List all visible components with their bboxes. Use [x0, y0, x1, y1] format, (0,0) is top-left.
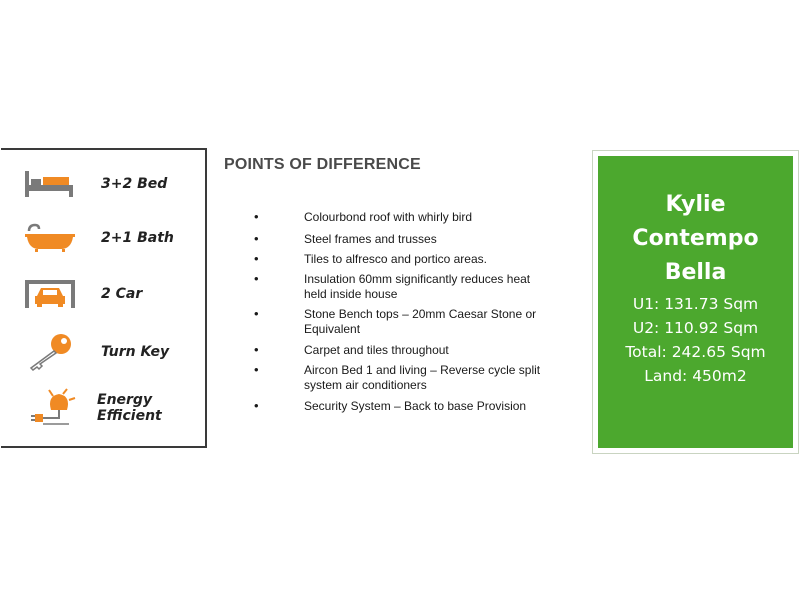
bullet: • [254, 271, 259, 286]
feature-label-line1: Energy [97, 392, 153, 408]
bullet: • [254, 362, 259, 377]
list-item [254, 232, 437, 247]
car-icon [23, 274, 77, 314]
bathtub-icon [23, 218, 77, 258]
feature-energy [1, 388, 162, 428]
feature-label: Turn Key [101, 344, 170, 360]
bullet: • [254, 209, 259, 224]
point-text: Carpet and tiles throughout [304, 343, 449, 357]
feature-label: 2+1 Bath [101, 230, 174, 246]
feature-bath [1, 218, 174, 258]
feature-bed [1, 164, 167, 204]
list-item [254, 272, 554, 302]
bullet: • [254, 398, 259, 413]
feature-label [97, 392, 162, 424]
bed-icon [23, 164, 77, 204]
summary-inner [598, 156, 793, 448]
stat-total: Total: 242.65 Sqm [625, 343, 766, 361]
list-item [254, 210, 472, 225]
bullet: • [254, 231, 259, 246]
point-text: Stone Bench tops – 20mm Caesar Stone or Equivalent [304, 307, 537, 336]
stat-u2: U2: 110.92 Sqm [632, 319, 759, 337]
design-name-line3: Bella [664, 260, 727, 285]
list-item [254, 252, 487, 267]
bullet: • [254, 342, 259, 357]
design-name-line1: Kylie [665, 192, 726, 217]
stat-land: Land: 450m2 [644, 367, 747, 385]
features-panel [1, 148, 207, 448]
point-text: Tiles to alfresco and portico areas. [304, 252, 487, 266]
bullet: • [254, 251, 259, 266]
point-text: Aircon Bed 1 and living – Reverse cycle split system air conditioners [304, 363, 541, 392]
list-item [254, 343, 449, 358]
feature-key [1, 332, 169, 372]
point-text: Steel frames and trusses [304, 232, 437, 246]
stat-u1: U1: 131.73 Sqm [632, 295, 759, 313]
list-item [254, 307, 554, 337]
feature-label-line2: Efficient [97, 408, 162, 424]
bullet: • [254, 306, 259, 321]
key-icon [23, 332, 77, 372]
feature-label: 2 Car [101, 286, 143, 302]
point-text: Insulation 60mm significantly reduces heat held inside house [304, 272, 531, 301]
summary-box [592, 150, 799, 454]
point-text: Colourbond roof with whirly bird [304, 210, 473, 224]
point-text: Security System – Back to base Provision [304, 399, 527, 413]
list-item [254, 363, 554, 393]
design-name-line2: Contempo [632, 226, 759, 251]
feature-car [1, 274, 142, 314]
points-heading: POINTS OF DIFFERENCE [224, 156, 421, 173]
feature-label: 3+2 Bed [101, 176, 168, 192]
list-item [254, 399, 526, 414]
energy-plug-icon [23, 388, 77, 428]
